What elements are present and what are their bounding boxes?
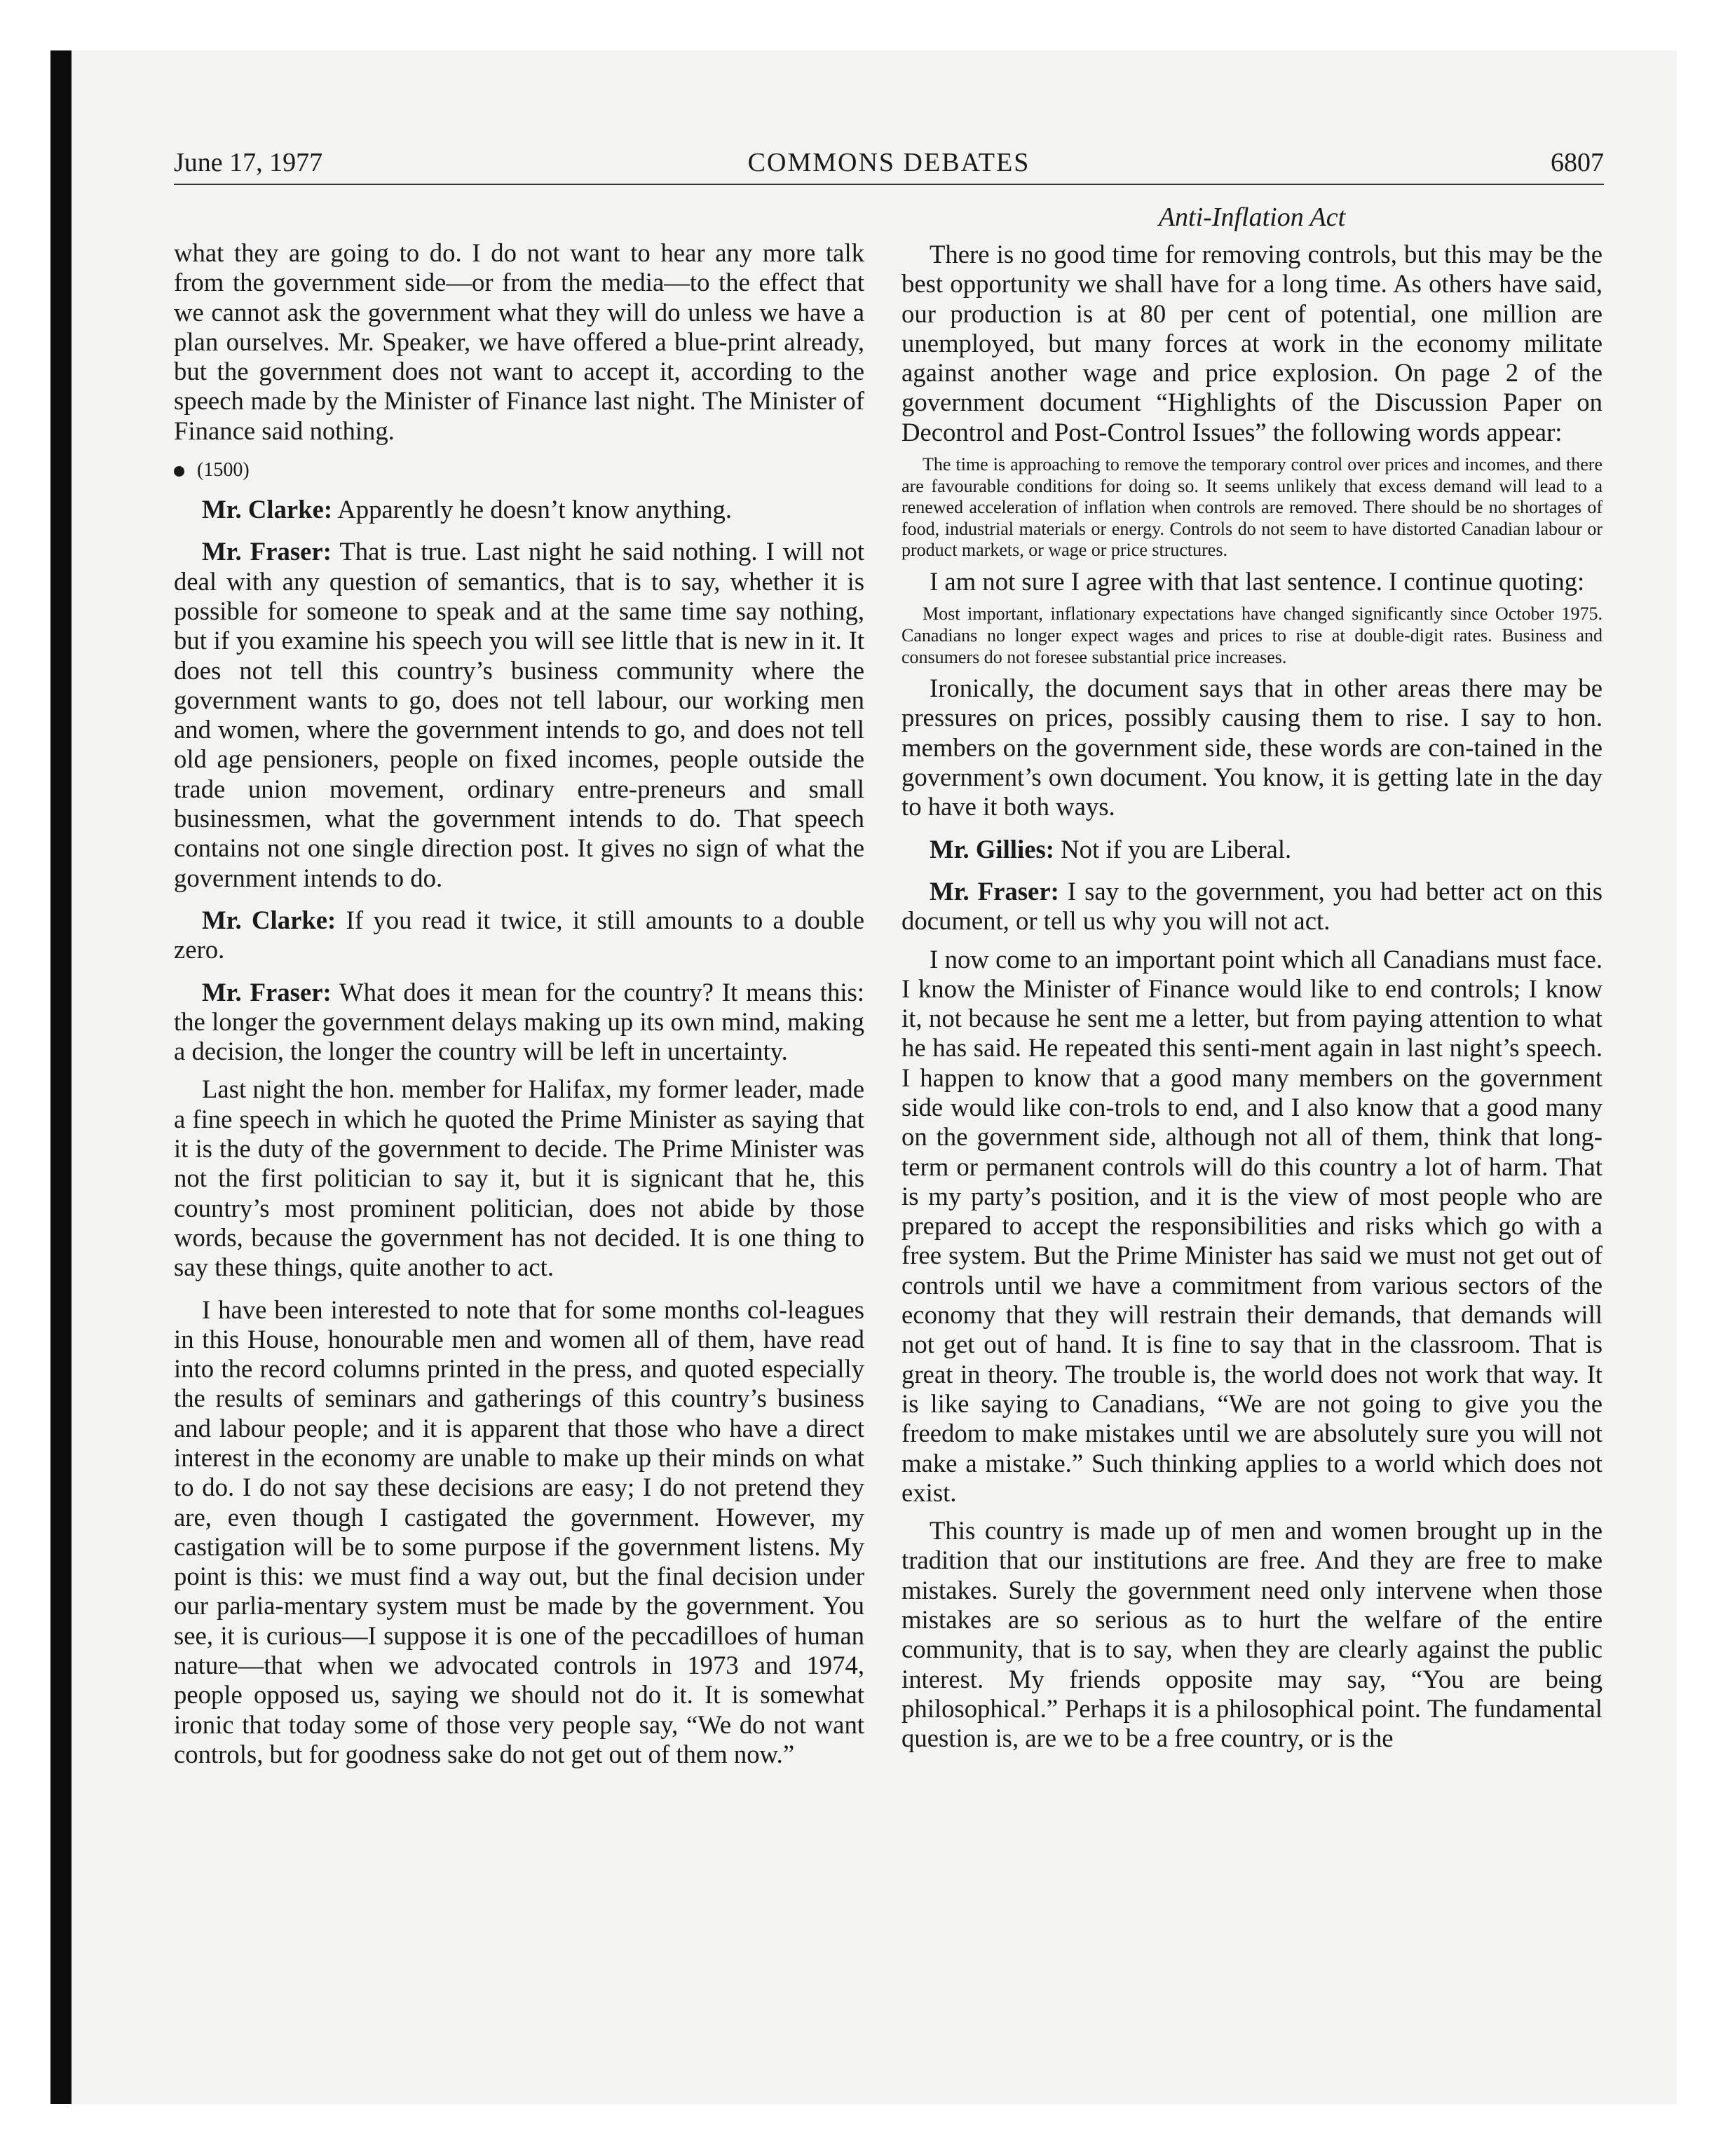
block-quote: Most important, inflationary expectations have changed significantly since October 1975. Canadians no longer expect wages and prices to rise at double-digit rates. Business and consumers do not foresee substantial price increases. <box>901 603 1603 667</box>
speech-text: Apparently he doesn’t know anything. <box>332 495 733 524</box>
scan-edge <box>50 50 72 2104</box>
speech <box>174 495 864 524</box>
left-column <box>174 238 864 1769</box>
paragraph: There is no good time for removing controls, but this may be the best opportunity we shall have for a long time. As others have said, our production is at 80 per cent of potential, one million are unemployed, but many forces at work in the economy militate against another wage and price explosion. On page 2 of the government document “Highlights of the Discussion Paper on Decontrol and Post-Control Issues” the following words appear: <box>901 240 1603 446</box>
speech-text: That is true. Last night he said nothing. I will not deal with any question of semantics, that is to say, whether it is possible for someone to speak and at the same time say nothing, but if you examine his speech you will see little that is new in it. It does not tell this country’s business community where the government wants to go, does not tell labour, our working men and women, where the government intends to go, and does not tell old age pensioners, people on fixed incomes, people outside the trade union movement, ordinary entre-preneurs and small businessmen, what the government intends to do. That speech contains not one single direction post. It gives no sign of what the government intends to do. <box>174 537 864 892</box>
paragraph: I now come to an important point which all Canadians must face. I know the Minister of Finance would like to end controls; I know it, not because he sent me a letter, but from paying attention to what he has said. He repeated this senti-ment again in last night’s speech. I happen to know that a good many members on the government side would like con-trols to end, and I also know that a good many on the government side, although not all of them, think that long-term or permanent controls will do this country a lot of harm. That is my party’s position, and it is the view of most people who are prepared to accept the responsibilities and risks which go with a free system. But the Prime Minister has said we must not get out of controls until we have a commitment from various sectors of the economy that they will restrain their demands, that demands will not get out of hand. It is fine to say that in the classroom. That is great in theory. The trouble is, the world does not work that way. It is like saying to Canadians, “We are not going to give you the freedom to make mistakes until we are absolutely sure you will not make a mistake.” Such thinking applies to a world which does not exist. <box>901 944 1603 1507</box>
paragraph: Last night the hon. member for Halifax, my former leader, made a fine speech in which he quoted the Prime Minister as saying that it is the duty of the government to decide. The Prime Minister was not the first politician to say it, but it is signicant that he, this country’s most prominent politician, does not abide by those words, because the government has not decided. It is one thing to say these things, quite another to act. <box>174 1074 864 1282</box>
speech <box>174 537 864 893</box>
timestamp-text: (1500) <box>197 459 250 482</box>
speech <box>174 906 864 965</box>
header-date: June 17, 1977 <box>174 148 323 177</box>
speech-text: Not if you are Liberal. <box>1054 834 1292 864</box>
speaker-name: Mr. Clarke: <box>202 495 333 524</box>
speaker-name: Mr. Gillies: <box>930 834 1054 864</box>
right-column <box>901 240 1603 1754</box>
speech-text: If you read it twice, it still amounts to a double zero. <box>174 905 865 964</box>
speaker-name: Mr. Clarke: <box>202 905 336 934</box>
running-title: Anti-Inflation Act <box>1158 203 1346 232</box>
speech-text: What does it mean for the country? It means this: the longer the government delays making up its own mind, making a decision, the longer the country will be left in uncertainty. <box>174 977 864 1066</box>
speech-text: I say to the government, you had better act on this document, or tell us why you will not act. <box>901 876 1603 936</box>
paragraph: Ironically, the document says that in other areas there may be pressures on prices, possibly causing them to rise. I say to hon. members on the government side, these words are con-tained in the government’s own document. You know, it is getting late in the day to have it both ways. <box>901 674 1603 821</box>
speaker-name: Mr. Fraser: <box>930 876 1059 906</box>
paragraph: This country is made up of men and women brought up in the tradition that our institutions are free. And they are free to make mistakes. Surely the government need only intervene when those mistakes are so serious as to hurt the welfare of the entire community, that is to say, when they are clearly against the public interest. My friends opposite may say, “You are being philosophical.” Perhaps it is a philosophical point. The fundamental question is, are we to be a free country, or is the <box>901 1516 1603 1753</box>
speech <box>901 877 1603 936</box>
speech <box>901 835 1603 864</box>
speech <box>174 978 864 1067</box>
page-header <box>174 146 1604 185</box>
paragraph: I am not sure I agree with that last sentence. I continue quoting: <box>930 567 1585 596</box>
block-quote: The time is approaching to remove the temporary control over prices and incomes, and there are favourable conditions for doing so. It seems unlikely that excess demand will lead to a renewed acceleration of inflation when controls are removed. There should be no shortages of food, industrial materials or energy. Controls do not seem to have distorted Canadian labour or product markets, or wage or price structures. <box>901 454 1603 561</box>
speaker-name: Mr. Fraser: <box>202 537 332 566</box>
paragraph: I have been interested to note that for some months col-leagues in this House, honourable men and women all of them, have read into the record columns printed in the press, and quoted especially the results of seminars and gatherings of this country’s business and labour people; and it is apparent that those who have a direct interest in the economy are unable to make up their minds on what to do. I do not say these decisions are easy; I do not pretend they are, even though I castigated the government. However, my castigation will be to some purpose if the government listens. My point is this: we must find a way out, but the final decision under our parlia-mentary system must be made by the government. You see, it is curious—I suppose it is one of the peccadilloes of human nature—that when we advocated controls in 1973 and 1974, people opposed us, saying we should not do it. It is somewhat ironic that today some of those very people say, “We do not want controls, but for goodness sake do not get out of them now.” <box>174 1295 864 1768</box>
paragraph: what they are going to do. I do not want to hear any more talk from the government side—or from the media—to the effect that we cannot ask the government what they will do unless we have a plan ourselves. Mr. Speaker, we have offered a blue-print already, but the government does not want to accept it, according to the speech made by the Minister of Finance last night. The Minister of Finance said nothing. <box>174 238 864 445</box>
header-title: COMMONS DEBATES <box>747 148 1030 177</box>
speaker-name: Mr. Fraser: <box>202 977 332 1007</box>
timestamp-marker <box>174 456 864 485</box>
page-number: 6807 <box>1551 148 1604 177</box>
bullet-icon <box>174 466 184 477</box>
